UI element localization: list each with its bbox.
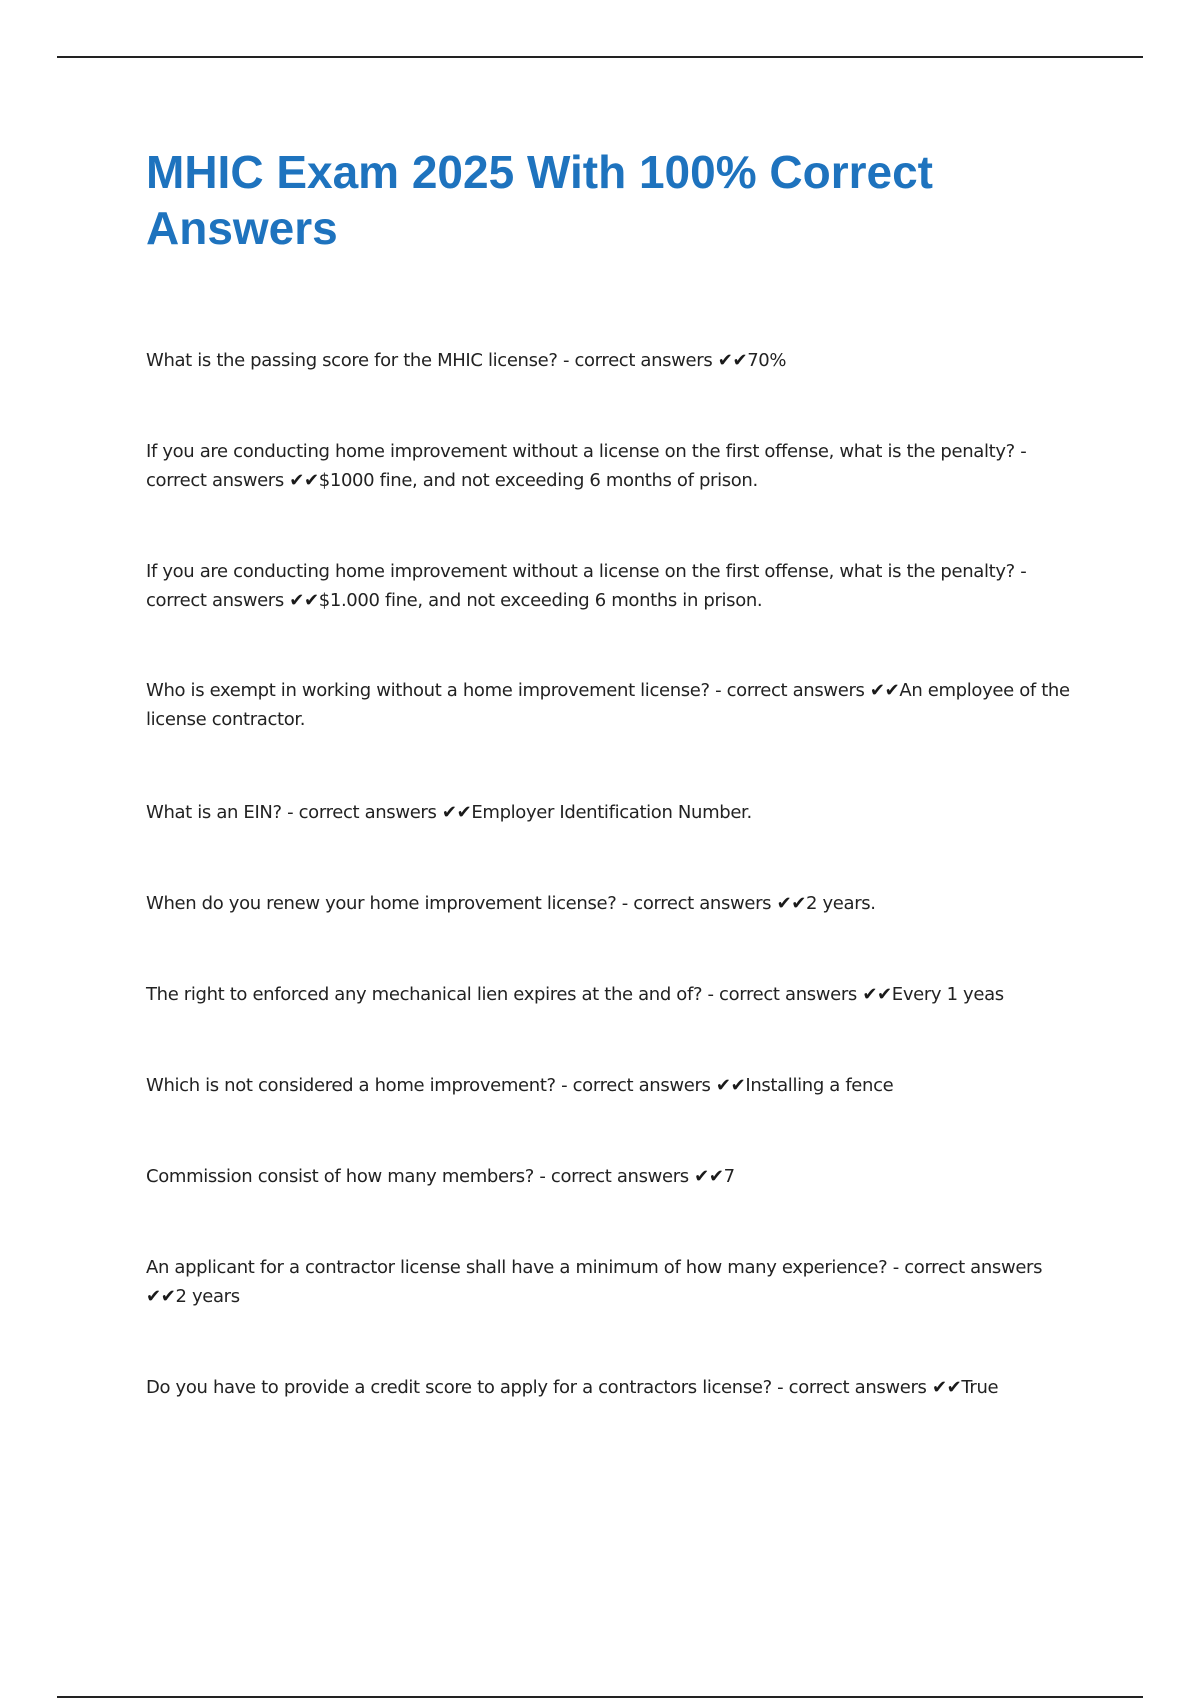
double-check-icon: ✔✔: [289, 470, 319, 491]
answer-text: Installing a fence: [745, 1075, 894, 1096]
document-title: MHIC Exam 2025 With 100% Correct Answers: [146, 146, 933, 254]
answer-text: Employer Identification Number.: [471, 802, 752, 823]
question-text: When do you renew your home improvement license?: [146, 893, 617, 914]
qa-item: [146, 346, 1086, 375]
answer-text: An employee of the license contractor.: [146, 680, 1070, 730]
question-text: If you are conducting home improvement without a license on the first offense, what is the penalty?: [146, 561, 1015, 582]
double-check-icon: ✔✔: [717, 350, 748, 371]
answer-separator: - correct answers: [555, 1075, 716, 1096]
qa-item: [146, 980, 1086, 1009]
double-check-icon: ✔✔: [146, 1286, 176, 1307]
bottom-rule: [57, 1696, 1143, 1698]
qa-item: [146, 557, 1086, 615]
question-text: What is an EIN?: [146, 802, 282, 823]
double-check-icon: ✔✔: [289, 590, 319, 611]
double-check-icon: ✔✔: [776, 893, 807, 914]
question-text: Do you have to provide a credit score to apply for a contractors license?: [146, 1377, 772, 1398]
qa-item: [146, 798, 1086, 827]
double-check-icon: ✔✔: [715, 1075, 746, 1096]
answer-text: 2 years.: [806, 893, 876, 914]
top-rule: [57, 56, 1143, 58]
question-text: Commission consist of how many members?: [146, 1166, 535, 1187]
double-check-icon: ✔✔: [694, 1166, 724, 1187]
answer-separator: - correct answers: [702, 984, 863, 1005]
qa-item: [146, 676, 1086, 734]
answer-text: 7: [723, 1166, 735, 1187]
double-check-icon: ✔✔: [862, 984, 892, 1005]
answer-text: True: [961, 1377, 999, 1398]
answer-separator: - correct answers: [709, 680, 870, 701]
answer-separator: - correct answers: [146, 561, 1027, 611]
double-check-icon: ✔✔: [441, 802, 472, 823]
answer-separator: - correct answers: [771, 1377, 932, 1398]
qa-item: [146, 889, 1086, 918]
double-check-icon: ✔✔: [869, 680, 900, 701]
answer-text: 2 years: [175, 1286, 240, 1307]
answer-separator: - correct answers: [146, 441, 1027, 491]
answer-separator: - correct answers: [557, 350, 718, 371]
double-check-icon: ✔✔: [931, 1377, 962, 1398]
question-text: If you are conducting home improvement without a license on the first offense, what is the penalty?: [146, 441, 1015, 462]
question-text: Who is exempt in working without a home improvement license?: [146, 680, 710, 701]
answer-separator: - correct answers: [534, 1166, 695, 1187]
qa-item: [146, 1253, 1086, 1311]
qa-item: [146, 1071, 1086, 1100]
qa-item: [146, 1373, 1086, 1402]
question-text: The right to enforced any mechanical lien expires at the and of?: [146, 984, 703, 1005]
answer-text: $1000 fine, and not exceeding 6 months of prison.: [318, 470, 758, 491]
answer-separator: - correct answers: [616, 893, 777, 914]
answer-separator: - correct answers: [887, 1257, 1043, 1278]
question-text: What is the passing score for the MHIC license?: [146, 350, 558, 371]
question-text: Which is not considered a home improvement?: [146, 1075, 556, 1096]
qa-item: [146, 437, 1086, 495]
answer-text: 70%: [747, 350, 787, 371]
qa-item: [146, 1162, 1086, 1191]
answer-separator: - correct answers: [281, 802, 442, 823]
answer-text: $1.000 fine, and not exceeding 6 months in prison.: [318, 590, 763, 611]
question-text: An applicant for a contractor license shall have a minimum of how many experience?: [146, 1257, 888, 1278]
answer-text: Every 1 yeas: [891, 984, 1004, 1005]
